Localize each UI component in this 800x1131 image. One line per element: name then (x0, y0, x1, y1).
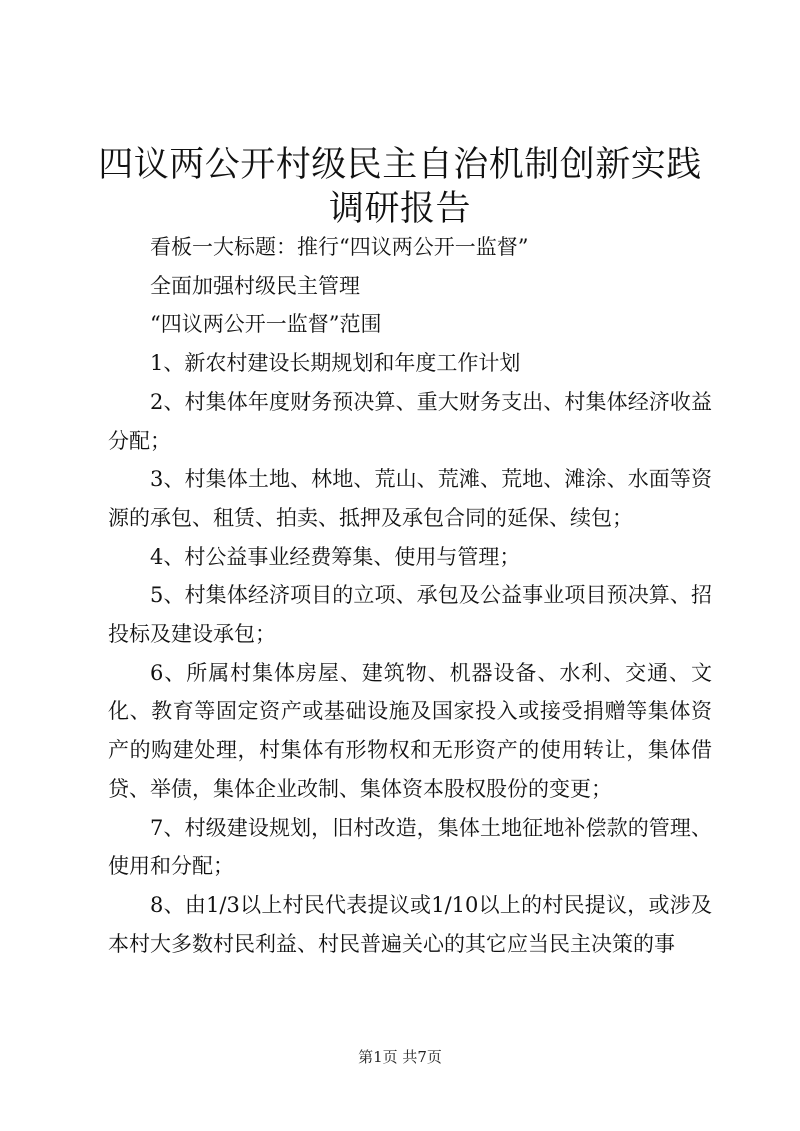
document-body (108, 228, 712, 963)
page-footer: 第1页 共7页 (358, 1048, 442, 1066)
list-item-1: 1、新农村建设长期规划和年度工作计划 (150, 351, 521, 376)
paragraph-board-title: 看板一大标题：推行“四议两公开一监督” (150, 235, 529, 259)
list-item-7: 7、村级建设规划，旧村改造，集体土地征地补偿款的管理、使用和分配； (108, 815, 712, 879)
paragraph-subtitle: 全面加强村级民主管理 (150, 273, 360, 298)
list-item-3: 3、村集体土地、林地、荒山、荒滩、荒地、滩涂、水面等资源的承包、租赁、拍卖、抵押及承包合同的延保、续包； (108, 467, 712, 530)
list-item-8: 8、由1/3以上村民代表提议或1/10以上的村民提议，或涉及本村大多数村民利益、村民普遍关心的其它应当民主决策的事 (108, 892, 712, 956)
list-item-4: 4、村公益事业经费筹集、使用与管理； (150, 544, 521, 569)
document-title: 四议两公开村级民主自治机制创新实践调研报告 (98, 145, 702, 229)
list-item-2: 2、村集体年度财务预决算、重大财务支出、村集体经济收益分配； (108, 389, 712, 453)
list-item-5: 5、村集体经济项目的立项、承包及公益事业项目预决算、招投标及建设承包； (108, 583, 712, 647)
list-item-6: 6、所属村集体房屋、建筑物、机器设备、水利、交通、文化、教育等固定资产或基础设施及国家投入或接受捐赠等集体资产的购建处理，村集体有形物权和无形资产的使用转让，集体借贷、举债，集体企业改制、集体资本股权股份的变更； (108, 660, 712, 801)
paragraph-scope-heading: “四议两公开一监督”范围 (150, 312, 382, 337)
